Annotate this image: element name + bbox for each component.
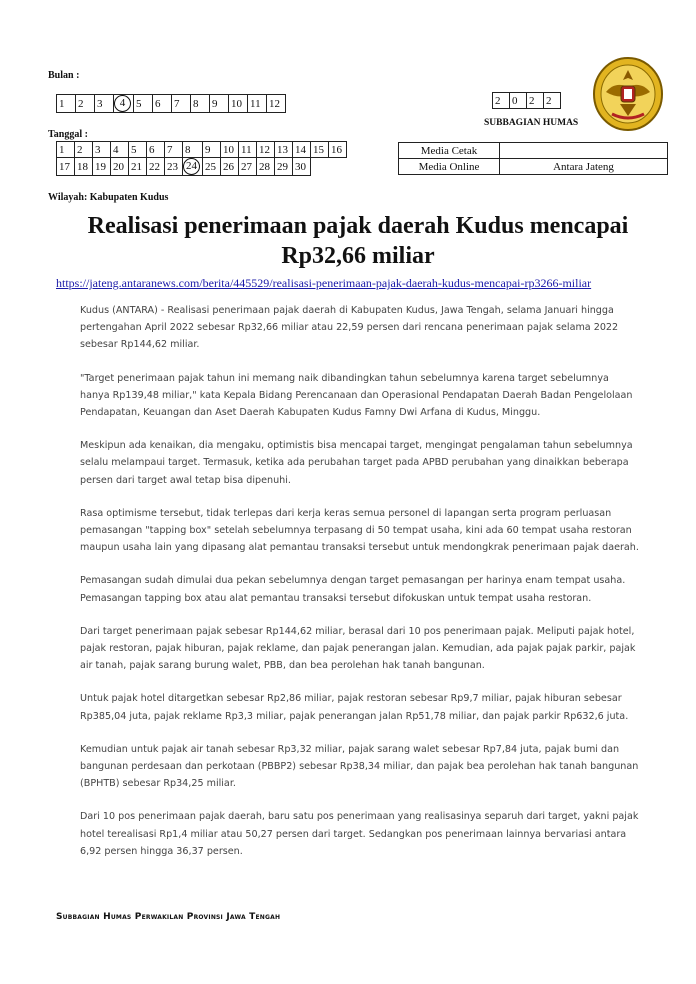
- article-paragraph: Pemasangan sudah dimulai dua pekan sebelumnya dengan target pemasangan per harinya enam tempat usaha. Pemasangan tapping box atau alat pemantau transaksi tersebut difokuskan untuk tempat usaha restoran.: [80, 575, 626, 604]
- article-paragraph: Dari target penerimaan pajak sebesar Rp144,62 miliar, berasal dari 10 pos penerimaan pajak. Meliputi pajak hotel, pajak restoran, pajak hiburan, pajak reklame, dan pajak penerangan jalan. Kemudian, ada pajak pajak parkir, pajak air tanah, pajak sarang burung walet, PBB, dan bea perolehan hak tanah bangunan.: [80, 625, 636, 672]
- article-paragraph: Rasa optimisme tersebut, tidak terlepas dari kerja keras semua personel di lapangan serta program perluasan pemasangan "tapping box" setelah sebelumnya terpasang di 50 tempat usaha, kini ada 60 tempat usaha restoran maupun usaha lain yang dipasang alat pemantau transaksi tersebut untuk mendongkrak penerimaan pajak daerah.: [80, 507, 639, 554]
- date-cell: [93, 142, 111, 158]
- month-cell-value: 7: [174, 97, 180, 110]
- date-cell: [93, 158, 111, 176]
- date-cell: [183, 158, 203, 176]
- article-title: [60, 211, 656, 271]
- date-cell-value: 27: [241, 160, 252, 173]
- date-cell-value: 5: [131, 143, 137, 156]
- article-paragraph: Dari 10 pos penerimaan pajak daerah, baru satu pos penerimaan yang realisasinya separuh dari target, yakni pajak hotel terealisasi Rp1,4 miliar atau 50,27 persen dari target. Sedangkan pos penerimaan lainnya bervariasi antara 6,92 persen hingga 36,37 persen.: [80, 811, 639, 857]
- year-row: [493, 93, 561, 109]
- year-box: [492, 92, 561, 109]
- article-paragraph: Kudus (ANTARA) - Realisasi penerimaan pajak daerah di Kabupaten Kudus, Jawa Tengah, selama Januari hingga pertengahan April 2022 sebesar Rp32,66 miliar atau 22,59 persen dari rencana penerimaan pajak selama 2022 sebesar Rp144,62 miliar.: [80, 305, 619, 351]
- media-value: Antara Jateng: [500, 159, 668, 175]
- media-label: Media Online: [399, 159, 500, 175]
- month-cell-value: 2: [78, 97, 84, 110]
- month-cell: [95, 95, 114, 113]
- date-cell: [183, 142, 203, 158]
- month-cell: [210, 95, 229, 113]
- date-cell: [257, 158, 275, 176]
- date-cell: [239, 142, 257, 158]
- date-cell: [111, 158, 129, 176]
- month-row: [57, 95, 286, 113]
- media-label: Media Cetak: [399, 143, 500, 159]
- date-cell: [165, 158, 183, 176]
- article-paragraph: Untuk pajak hotel ditargetkan sebesar Rp2,86 miliar, pajak restoran sebesar Rp9,7 miliar, pajak hiburan sebesar Rp385,04 juta, pajak reklame Rp3,3 miliar, pajak penerangan jalan Rp51,78 miliar, dan pajak parkir Rp632,6 juta.: [80, 693, 629, 722]
- year-digit-value: 2: [495, 94, 501, 107]
- date-cell-value: 29: [277, 160, 288, 173]
- date-cell-value: 16: [331, 143, 342, 156]
- date-cell: [147, 142, 165, 158]
- month-cell: [229, 95, 248, 113]
- date-cell-value: 13: [277, 143, 288, 156]
- date-cell-value: 19: [95, 160, 106, 173]
- date-cell-selected: 24: [183, 158, 200, 175]
- month-cell-value: 11: [250, 97, 261, 110]
- date-cell: [275, 158, 293, 176]
- month-cell-value: 8: [193, 97, 199, 110]
- month-cell-value: 9: [212, 97, 218, 110]
- date-cell: [329, 142, 347, 158]
- footer-text: Subbagian Humas Perwakilan Provinsi Jawa Tengah: [56, 912, 281, 922]
- date-cell-value: 10: [223, 143, 234, 156]
- year-digit: [544, 93, 561, 109]
- date-cell-value: 11: [241, 143, 252, 156]
- wilayah-label: Wilayah: Kabupaten Kudus: [48, 192, 169, 203]
- month-cell-value: 10: [231, 97, 242, 110]
- year-digit: [493, 93, 510, 109]
- month-cell: [57, 95, 76, 113]
- date-cell: [257, 142, 275, 158]
- article-body: [80, 302, 640, 876]
- month-cell-selected: 4: [114, 95, 131, 112]
- year-digit-value: 2: [546, 94, 552, 107]
- month-cell: [172, 95, 191, 113]
- article-paragraph: Kemudian untuk pajak air tanah sebesar Rp3,32 miliar, pajak sarang walet sebesar Rp7,84 juta, pajak bumi dan bangunan perdesaan dan perkotaan (PBBP2) sebesar Rp38,34 miliar, dan pajak bea perolehan hak tanah bangunan (BPHTB) sebesar Rp34,25 miliar.: [80, 743, 639, 790]
- date-cell: [203, 142, 221, 158]
- date-cell-value: 18: [77, 160, 88, 173]
- media-value: [500, 143, 668, 159]
- date-cell: [75, 158, 93, 176]
- tanggal-label: Tanggal :: [48, 129, 88, 140]
- date-cell-value: 14: [295, 143, 306, 156]
- date-cell: [221, 158, 239, 176]
- date-cell: [57, 142, 75, 158]
- date-cell: [129, 158, 147, 176]
- date-cell-value: 3: [95, 143, 101, 156]
- date-cell-value: 28: [259, 160, 270, 173]
- article-title-line-1: Realisasi penerimaan pajak daerah Kudus mencapai: [87, 213, 629, 239]
- date-cell: [147, 158, 165, 176]
- date-cell: [293, 158, 311, 176]
- month-cell: [153, 95, 172, 113]
- date-cell: [165, 142, 183, 158]
- month-cell: [191, 95, 210, 113]
- date-cell: [221, 142, 239, 158]
- article-paragraph: "Target penerimaan pajak tahun ini memang naik dibandingkan tahun sebelumnya karena target sebelumnya hanya Rp139,48 miliar," kata Kepala Bidang Perencanaan dan Operasional Pendapatan Daerah Badan Pengelolaan Pendapatan, Keuangan dan Aset Daerah Kabupaten Kudus Famny Dwi Arfana di Kudus, Minggu.: [80, 372, 633, 419]
- month-cell-value: 6: [155, 97, 161, 110]
- month-cell-value: 1: [59, 97, 65, 110]
- date-cell: [129, 142, 147, 158]
- media-row: [399, 159, 668, 175]
- date-cell-value: 21: [131, 160, 142, 173]
- bulan-label: Bulan :: [48, 70, 80, 81]
- date-row-1: [57, 142, 347, 158]
- month-grid: [56, 94, 286, 113]
- date-cell-value: 15: [313, 143, 324, 156]
- month-cell-value: 3: [97, 97, 103, 110]
- date-cell-value: 1: [59, 143, 65, 156]
- month-cell: [267, 95, 286, 113]
- date-cell-value: 22: [149, 160, 160, 173]
- date-cell-value: 2: [77, 143, 83, 156]
- month-cell-value: 5: [136, 97, 142, 110]
- date-cell: [293, 142, 311, 158]
- article-title-line-2: Rp32,66 miliar: [281, 243, 435, 269]
- date-cell: [203, 158, 221, 176]
- garuda-emblem-icon: [592, 56, 664, 132]
- date-cell-value: 6: [149, 143, 155, 156]
- media-row: [399, 143, 668, 159]
- month-cell-value: 12: [269, 97, 280, 110]
- date-cell-value: 30: [295, 160, 306, 173]
- date-cell: [311, 142, 329, 158]
- date-cell-value: 23: [167, 160, 178, 173]
- date-cell-value: 9: [205, 143, 211, 156]
- date-cell-value: 7: [167, 143, 173, 156]
- date-cell-value: 12: [259, 143, 270, 156]
- year-digit: [527, 93, 544, 109]
- date-cell: [275, 142, 293, 158]
- date-cell: [239, 158, 257, 176]
- date-grid: [56, 141, 347, 176]
- year-digit-value: 0: [512, 94, 518, 107]
- date-cell-value: 17: [59, 160, 70, 173]
- date-cell: [57, 158, 75, 176]
- org-label: SUBBAGIAN HUMAS: [484, 118, 579, 128]
- date-cell: [111, 142, 129, 158]
- media-table: [398, 142, 668, 175]
- date-cell-value: 20: [113, 160, 124, 173]
- month-cell: [76, 95, 95, 113]
- month-cell: [134, 95, 153, 113]
- month-cell: [248, 95, 267, 113]
- date-cell: [75, 142, 93, 158]
- date-row-2: [57, 158, 347, 176]
- article-paragraph: Meskipun ada kenaikan, dia mengaku, optimistis bisa mencapai target, mengingat pengalaman tahun sebelumnya selalu melampaui target. Termasuk, ketika ada perubahan target pada APBD perubahan yang dinaikkan beberapa persen dari target awal tetap bisa dipenuhi.: [80, 440, 633, 486]
- date-cell-value: 25: [205, 160, 216, 173]
- date-cell-value: 26: [223, 160, 234, 173]
- date-cell-value: 4: [113, 143, 119, 156]
- month-cell: [114, 95, 134, 113]
- article-url-link[interactable]: https://jateng.antaranews.com/berita/445529/realisasi-penerimaan-pajak-daerah-kudus-mencapai-rp3266-miliar: [56, 276, 592, 290]
- year-digit-value: 2: [529, 94, 535, 107]
- date-cell-value: 8: [185, 143, 191, 156]
- year-digit: [510, 93, 527, 109]
